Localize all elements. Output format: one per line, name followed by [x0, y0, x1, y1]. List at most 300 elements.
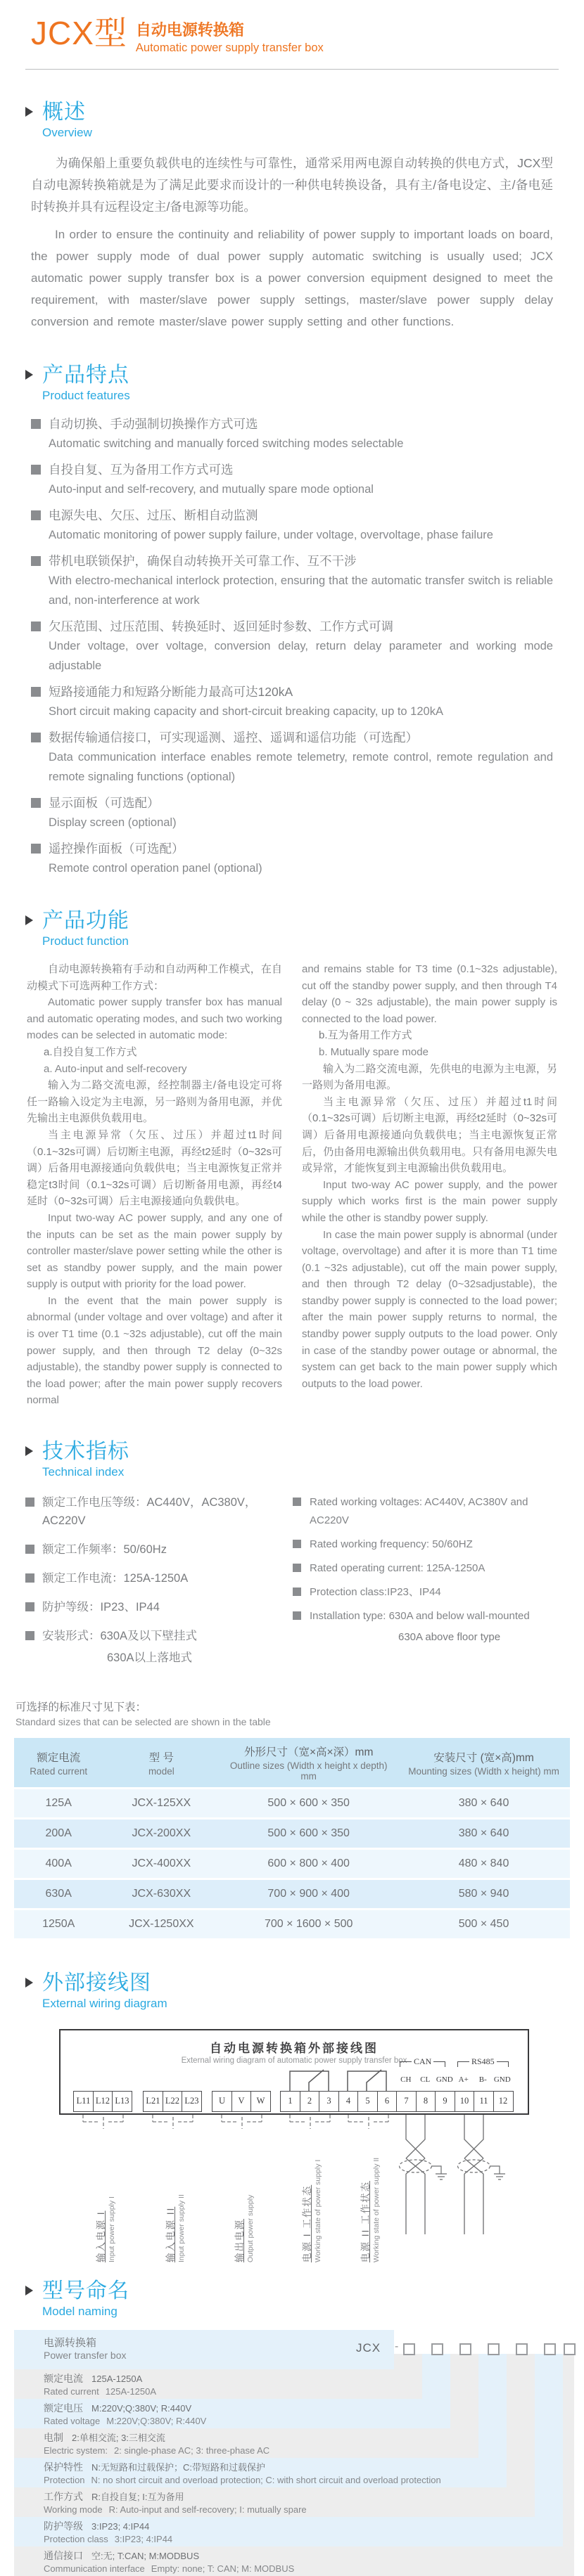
technical-col-en — [293, 1493, 557, 1677]
cell-mounting-size: 380 × 640 — [398, 1789, 570, 1817]
naming-desc-zh: R:自投自复; I:互为备用 — [91, 2492, 184, 2503]
model-code-box — [403, 2343, 415, 2355]
section-naming-heading — [25, 2279, 559, 2319]
function-paragraph: 当主电源异常（欠压、过压）并超过t1时间（0.1~32s可调）后切断主电源，再经t2延时（0~32s可调）后备用电源接通向负载供电；当主电源恢复正常后，仍由备用电源输出供负载用电。只有备用电源失电或异常，才能恢复到主电源输出供负载用电。 — [302, 1095, 557, 1175]
naming-desc-en: 125A-1250A — [105, 2386, 157, 2397]
naming-line-en — [44, 2415, 450, 2427]
terminal: L12 — [93, 2091, 113, 2112]
naming-desc-en: 2: single-phase AC; 3: three-phase AC — [114, 2445, 270, 2456]
cell-model: JCX-630XX — [103, 1880, 220, 1908]
tech-text: Rated working frequency: 50/60HZ — [310, 1538, 473, 1551]
naming-label-zh: 工作方式 — [44, 2491, 83, 2503]
bullet-square-icon — [25, 1498, 34, 1507]
group-label-state1 — [299, 2137, 322, 2262]
tech-item — [293, 1607, 557, 1625]
group-bracket-icon — [73, 2115, 133, 2130]
terminal: 4 — [338, 2091, 359, 2112]
terminal: W — [250, 2091, 271, 2112]
cell-model: JCX-125XX — [103, 1789, 220, 1817]
col-header-model — [103, 1738, 220, 1787]
feature-zh: 带机电联锁保护，确保自动转换开关可靠工作、互不干涉 — [49, 554, 357, 568]
tech-item — [25, 1627, 293, 1645]
feature-item — [31, 505, 553, 545]
terminal: L21 — [143, 2091, 163, 2112]
section-features-heading — [25, 363, 559, 403]
feature-zh-line — [31, 728, 553, 747]
header-zh: 额定电流 — [37, 1751, 81, 1764]
function-paragraph: b. Mutually spare mode — [319, 1045, 429, 1058]
cell-outline-size: 600 × 800 × 400 — [220, 1850, 398, 1878]
group-label-en: Working state of power supply II — [372, 2157, 381, 2263]
col-header-outline-sizes — [220, 1738, 398, 1787]
naming-line-zh — [44, 2372, 422, 2385]
bullet-square-icon — [31, 510, 41, 520]
tech-text: 额定工作频率：50/60Hz — [42, 1543, 167, 1557]
cell-mounting-size: 580 × 940 — [398, 1880, 570, 1908]
function-paragraph: In the event that the main power supply is abnormal (under voltage and over voltage) and after it is over T1 time (0.1 ~32s adjustable), cut off the main power supply, and then through T2 delay (0~32s adjustable), the standby power supply is connected to the load power; after the main power supply recovers normal — [27, 1294, 282, 1407]
naming-line-en — [44, 2385, 422, 2397]
pin-label: GND — [493, 2075, 511, 2085]
cell-rated-current: 200A — [14, 1820, 103, 1848]
header-zh: 外形尺寸（宽×高×深）mm — [243, 1746, 374, 1759]
naming-row — [14, 2487, 535, 2517]
cell-rated-current: 125A — [14, 1789, 103, 1817]
terminal: 3 — [319, 2091, 339, 2112]
naming-strip — [563, 2354, 574, 2576]
section-technical-heading — [25, 1440, 559, 1479]
naming-desc-en: M:220V;Q:380V; R:440V — [106, 2416, 207, 2427]
terminal: 8 — [416, 2091, 436, 2112]
naming-heading-en: Model naming — [42, 2305, 118, 2319]
model-code-box — [564, 2343, 576, 2355]
naming-label-zh: 额定电流 — [44, 2373, 83, 2385]
terminal: 6 — [377, 2091, 398, 2112]
page-header — [0, 0, 584, 55]
naming-line-en — [44, 2445, 478, 2456]
cell-mounting-size: 480 × 840 — [398, 1850, 570, 1878]
naming-row — [14, 2517, 563, 2546]
naming-desc-zh: M:220V;Q:380V; R:440V — [91, 2403, 192, 2414]
group-label-zh: 电源 I 工作状态 — [302, 2184, 312, 2263]
feature-en: Remote control operation panel (optional) — [49, 862, 262, 875]
tech-item — [293, 1583, 557, 1602]
feature-en: Display screen (optional) — [49, 816, 177, 829]
tech-item — [25, 1540, 293, 1559]
header-en: Outline sizes (Width x height x depth) mm — [229, 1760, 388, 1782]
naming-row — [14, 2369, 422, 2399]
sizes-table-header — [14, 1738, 570, 1787]
terminal-group-signals — [280, 2091, 512, 2112]
pin-label: GND — [436, 2075, 453, 2085]
model-dash: - — [395, 2340, 399, 2353]
cell-rated-current: 630A — [14, 1880, 103, 1908]
tech-item — [293, 1559, 557, 1578]
naming-row — [14, 2399, 450, 2428]
wiring-diagram — [59, 2029, 532, 2261]
function-paragraph: Input two-way AC power supply, and the power supply which works first is the main power supply while the other is standby power supply. — [302, 1178, 557, 1224]
product-model-title: JCX型 — [31, 15, 127, 51]
function-col-right — [302, 961, 557, 1409]
section-arrow-icon — [25, 1446, 33, 1456]
table-row — [14, 1789, 570, 1817]
feature-en: Short circuit making capacity and short-circuit breaking capacity, up to 120kA — [49, 705, 443, 718]
feature-zh: 显示面板（可选配） — [49, 796, 160, 810]
wiring-heading-zh: 外部接线图 — [42, 1971, 151, 1995]
group-label-zh: 输入电源 I — [96, 2210, 106, 2263]
naming-desc-zh: 3:IP23; 4:IP44 — [91, 2521, 150, 2532]
table-row — [14, 1880, 570, 1908]
can-bus-bracket — [400, 2056, 445, 2067]
terminal: 7 — [396, 2091, 417, 2112]
can-pins — [396, 2075, 455, 2084]
terminal: L22 — [163, 2091, 183, 2112]
feature-zh-line — [31, 793, 553, 813]
naming-line-zh — [44, 2402, 450, 2415]
function-paragraph: b.互为备用工作方式 — [319, 1029, 412, 1042]
bullet-square-icon — [293, 1611, 301, 1620]
bullet-square-icon — [25, 1545, 34, 1554]
cell-model: JCX-1250XX — [103, 1910, 220, 1938]
bullet-square-icon — [293, 1540, 301, 1548]
tech-text: 防护等级：IP23、IP44 — [42, 1601, 160, 1614]
terminal: 12 — [493, 2091, 514, 2112]
feature-en: Under voltage, over voltage, conversion delay, return delay parameter and working mode adjustable — [49, 640, 553, 672]
terminal: 1 — [280, 2091, 300, 2112]
product-title-block — [136, 17, 324, 55]
bracket-corner — [433, 2061, 445, 2067]
function-heading-zh: 产品功能 — [42, 909, 129, 932]
section-arrow-icon — [25, 1978, 33, 1988]
naming-label-zh: 额定电压 — [44, 2402, 83, 2414]
wiring-title-zh: 自动电源转换箱外部接线图 — [210, 2042, 379, 2056]
group-label-input1 — [93, 2137, 116, 2262]
feature-item — [31, 414, 553, 453]
bullet-square-icon — [31, 556, 41, 566]
group-label-output — [231, 2137, 255, 2262]
group-label-en: Output power supply — [246, 2194, 255, 2263]
tech-item — [25, 1598, 293, 1616]
terminal: 2 — [300, 2091, 320, 2112]
cell-rated-current: 400A — [14, 1850, 103, 1878]
tech-text: Rated working voltages: AC440V, AC380V and AC220V — [310, 1496, 528, 1527]
cell-outline-size: 500 × 600 × 350 — [220, 1789, 398, 1817]
group-label-zh: 输出电源 — [234, 2219, 245, 2263]
model-prefix: JCX — [356, 2341, 381, 2355]
naming-label-zh: 电制 — [44, 2432, 63, 2444]
bullet-square-icon — [31, 419, 41, 429]
tech-text-continuation: 630A以上落地式 — [107, 1651, 193, 1665]
bullet-square-icon — [31, 622, 41, 631]
naming-label-en: Rated voltage — [44, 2416, 101, 2427]
header-zh: 安装尺寸 (宽×高)mm — [433, 1751, 534, 1764]
naming-line-en — [44, 2563, 574, 2575]
feature-item — [31, 551, 553, 610]
terminal-group-input2 — [143, 2091, 201, 2112]
rs485-pins — [454, 2075, 512, 2084]
model-code-box — [488, 2343, 500, 2355]
naming-label-en: Rated current — [44, 2386, 99, 2397]
pin-label: A+ — [458, 2075, 469, 2085]
naming-label-en: Communication interface — [44, 2563, 145, 2575]
function-paragraph: 自动电源转换箱有手动和自动两种工作模式，在自动模式下可选两种工作方式： — [27, 963, 282, 992]
section-arrow-icon — [25, 2286, 33, 2295]
naming-label-en: Working mode — [44, 2504, 103, 2516]
twisted-pair-icon — [455, 2115, 511, 2241]
header-en: model — [148, 1765, 174, 1777]
terminal: L23 — [182, 2091, 202, 2112]
overview-paragraph-en: In order to ensure the continuity and reliability of power supply to important loads on board, the power supply mode of dual power supply automatic switching is usually used; JCX automatic power supply transfer box is a power conversion equipment designed to meet the requirement, with master/slave power supply settings, master/slave power supply delay conversion and remote master/slave power supply setting and other functions. — [31, 228, 553, 328]
function-paragraph: and remains stable for T3 time (0.1~32s adjustable), cut off the standby power supply, and then through T4 delay (0 ~ 32s adjustable), the main power supply is connected to the load power. — [302, 963, 557, 1025]
section-arrow-icon — [25, 107, 33, 117]
product-title-zh: 自动电源转换箱 — [135, 21, 244, 39]
feature-zh: 电源失电、欠压、过压、断相自动监测 — [49, 508, 258, 522]
terminal: L13 — [112, 2091, 132, 2112]
terminal: V — [231, 2091, 252, 2112]
naming-desc-en: 3:IP23; 4:IP44 — [114, 2534, 173, 2545]
wiring-title-en: External wiring diagram of automatic power supply transfer box — [181, 2056, 407, 2066]
overview-paragraph-zh: 为确保船上重要负载供电的连续性与可靠性，通常采用两电源自动转换的供电方式，JCX型自动电源转换箱就是为了满足此要求而设计的一种供电转换设备，具有主/备电设定、主/备电延时转换并具有远程设定主/备电源等功能。 — [31, 156, 553, 214]
technical-heading-en: Technical index — [42, 1465, 125, 1479]
terminal: 11 — [474, 2091, 494, 2112]
function-col-left — [27, 961, 282, 1409]
naming-desc-en: R: Auto-input and self-recovery; I: mutually spare — [108, 2504, 307, 2516]
feature-item — [31, 682, 553, 721]
feature-zh-line — [31, 505, 553, 525]
features-list — [31, 414, 553, 878]
terminal: U — [212, 2091, 232, 2112]
group-label-zh: 电源 II 工作状态 — [360, 2181, 371, 2263]
naming-label-zh: 防护等级 — [44, 2520, 83, 2532]
group-bracket-icon — [338, 2115, 398, 2130]
naming-label-zh: 电源转换箱 — [44, 2337, 97, 2350]
feature-zh: 自投自复、互为备用工作方式可选 — [49, 463, 234, 477]
cell-model: JCX-200XX — [103, 1820, 220, 1848]
section-overview-heading — [25, 101, 559, 140]
wiring-heading-en: External wiring diagram — [42, 1997, 167, 2011]
tech-text: 额定工作电压等级：AC440V，AC380V，AC220V — [42, 1496, 257, 1528]
model-naming-diagram — [14, 2330, 574, 2576]
naming-label-zh: 保护特性 — [44, 2461, 83, 2473]
model-code-box — [459, 2343, 471, 2355]
pin-label: CH — [400, 2075, 412, 2085]
sizes-note-zh: 可选择的标准尺寸见下表： — [15, 1701, 147, 1714]
function-paragraph: a. Auto-input and self-recovery — [44, 1062, 187, 1075]
naming-label-en: Electric system: — [44, 2445, 108, 2456]
header-zh: 型 号 — [148, 1751, 174, 1764]
ground-icon — [436, 2174, 447, 2179]
bracket-corner — [457, 2061, 469, 2067]
naming-line-en — [44, 2474, 507, 2486]
function-paragraph: 输入为二路交流电源，经控制器主/备电设定可将任一路输入设定为主电源，另一路则为备用电源，并优先输出主电源供负载用电。 — [27, 1079, 282, 1125]
col-header-rated-current — [14, 1738, 103, 1787]
model-code-box — [516, 2343, 528, 2355]
cell-outline-size: 500 × 600 × 350 — [220, 1820, 398, 1848]
function-paragraph: 当主电源异常（欠压、过压）并超过t1时间（0.1~32s可调）后切断主电源，再经t2延时（0~32s可调）后备用电源接通向负载供电；当主电源恢复正常并稳定t3时间（0.1~32s可调）后切断备用电源，再经t4延时（0~32s可调）后主电源接通向负载供电。 — [27, 1128, 282, 1208]
naming-desc-zh: 2:单相交流; 3:三相交流 — [72, 2433, 165, 2444]
naming-row — [14, 2546, 574, 2576]
naming-line-zh — [44, 2431, 478, 2445]
naming-desc-zh: N:无短路和过载保护；C:带短路和过载保护 — [91, 2462, 266, 2473]
terminal: 10 — [455, 2091, 475, 2112]
function-heading-en: Product function — [42, 934, 129, 948]
feature-en: Automatic switching and manually forced switching modes selectable — [49, 437, 404, 450]
ground-icon — [494, 2174, 505, 2179]
features-heading-zh: 产品特点 — [42, 363, 129, 387]
function-paragraph: Automatic power supply transfer box has manual and automatic operating modes, and such two working modes can be selected in automatic mode: — [27, 996, 282, 1042]
group-label-en: Input power supply I — [108, 2196, 116, 2263]
table-row — [14, 1850, 570, 1878]
bullet-square-icon — [31, 798, 41, 808]
bullet-square-icon — [293, 1588, 301, 1596]
section-wiring-heading — [25, 1971, 559, 2011]
model-code-box — [544, 2343, 556, 2355]
bracket-corner — [497, 2061, 509, 2067]
group-label-en: Input power supply II — [177, 2194, 186, 2263]
naming-label-en: Protection class — [44, 2534, 108, 2545]
relay-contact-icon — [283, 2064, 336, 2091]
terminal: 5 — [357, 2091, 378, 2112]
bullet-square-icon — [31, 687, 41, 697]
header-en: Mounting sizes (Width x height) mm — [408, 1765, 559, 1777]
bullet-square-icon — [31, 733, 41, 742]
feature-zh-line — [31, 617, 553, 636]
rs485-bracket — [457, 2056, 509, 2067]
pin-label: B- — [478, 2075, 487, 2085]
group-label-state2 — [357, 2137, 381, 2262]
feature-item — [31, 728, 553, 787]
feature-item — [31, 617, 553, 676]
naming-desc-zh: 125A-1250A — [91, 2374, 143, 2385]
terminal-group-output — [212, 2091, 270, 2112]
bullet-square-icon — [31, 844, 41, 854]
group-label-zh: 输入电源 II — [165, 2206, 176, 2263]
bullet-square-icon — [293, 1498, 301, 1506]
tech-text: Rated operating current: 125A-1250A — [310, 1562, 485, 1575]
naming-desc-zh: 空:无; T:CAN; M:MODBUS — [91, 2551, 200, 2562]
naming-heading-zh: 型号命名 — [42, 2279, 129, 2303]
function-paragraph: a.自投自复工作方式 — [44, 1045, 137, 1058]
pin-label: CL — [420, 2075, 431, 2085]
col-header-mounting-sizes — [398, 1738, 570, 1787]
tech-text: Installation type: 630A and below wall-mounted — [310, 1610, 530, 1623]
feature-item — [31, 793, 553, 832]
tech-text: Protection class:IP23、IP44 — [310, 1586, 441, 1599]
section-arrow-icon — [25, 915, 33, 925]
table-row — [14, 1820, 570, 1848]
naming-desc-en: N: no short circuit and overload protection; C: with short circuit and overload protection — [91, 2475, 441, 2486]
header-en: Rated current — [30, 1765, 88, 1777]
naming-line-zh — [44, 2461, 507, 2474]
tech-text: 额定工作电流：125A-1250A — [42, 1572, 189, 1585]
tech-text-continuation: 630A above floor type — [398, 1631, 501, 1644]
bullet-square-icon — [31, 465, 41, 475]
cell-outline-size: 700 × 900 × 400 — [220, 1880, 398, 1908]
terminal: L11 — [73, 2091, 94, 2112]
features-heading-en: Product features — [42, 389, 130, 402]
feature-zh-line — [31, 682, 553, 702]
model-code-line — [14, 2330, 574, 2369]
feature-zh-line — [31, 414, 553, 434]
tech-item — [293, 1535, 557, 1554]
naming-label-zh: 通信接口 — [44, 2550, 83, 2562]
feature-zh: 欠压范围、过压范围、转换延时、返回延时参数、工作方式可调 — [49, 619, 393, 633]
terminal: 9 — [435, 2091, 455, 2112]
feature-en: Auto-input and self-recovery, and mutually spare mode optional — [49, 483, 374, 496]
feature-en: Data communication interface enables remote telemetry, remote control, remote regulation and remote signaling functions (optional) — [49, 751, 553, 783]
group-bracket-icon — [143, 2115, 203, 2130]
naming-label-en: Power transfer box — [44, 2350, 127, 2362]
model-code-box — [431, 2343, 443, 2355]
terminal-group-input1 — [73, 2091, 132, 2112]
group-bracket-icon — [212, 2115, 272, 2130]
sizes-note-en: Standard sizes that can be selected are shown in the table — [15, 1716, 271, 1728]
bullet-square-icon — [25, 1602, 34, 1611]
product-title-en: Automatic power supply transfer box — [135, 41, 324, 54]
bullet-square-icon — [25, 1573, 34, 1583]
naming-line-zh — [44, 2520, 563, 2533]
rs485-label: RS485 — [471, 2056, 495, 2067]
feature-zh: 遥控操作面板（可选配） — [49, 842, 184, 856]
function-paragraph: In case the main power supply is abnormal (under voltage, overvoltage) and after it is more than T1 time (0.1 ~32s adjustable), cut off the main power supply, and then through T2 delay (0~32sadjustable), the standby power supply is connected to the load power; after the main power supply returns to normal, the standby power supply outputs to the load power. Only in case of the standby power outage or abnormal, the system can get back to the main power supply which outputs to the load power. — [302, 1228, 557, 1390]
twisted-pair-icon — [396, 2115, 452, 2241]
feature-zh-line — [31, 839, 553, 858]
naming-line-zh — [44, 2549, 574, 2563]
tech-item — [25, 1569, 293, 1588]
feature-en: Automatic monitoring of power supply failure, under voltage, overvoltage, phase failure — [49, 529, 493, 541]
cell-rated-current: 1250A — [14, 1910, 103, 1938]
standard-sizes-table — [14, 1736, 570, 1940]
table-row — [14, 1910, 570, 1938]
feature-item — [31, 839, 553, 878]
technical-heading-zh: 技术指标 — [42, 1440, 129, 1464]
function-columns — [27, 961, 557, 1409]
feature-zh-line — [31, 460, 553, 479]
naming-line-en — [44, 2504, 535, 2516]
feature-zh: 自动切换、手动强制切换操作方式可选 — [49, 417, 258, 431]
feature-zh: 数据传输通信接口，可实现遥测、遥控、遥调和遥信功能（可选配） — [49, 730, 418, 745]
naming-row — [14, 2428, 478, 2458]
section-function-heading — [25, 909, 559, 948]
tech-item — [293, 1493, 557, 1530]
naming-desc-en: Empty: none; T: CAN; M: MODBUS — [151, 2563, 295, 2575]
naming-line-zh — [44, 2490, 535, 2504]
naming-label-en: Protection — [44, 2475, 85, 2486]
naming-row — [14, 2458, 507, 2487]
function-paragraph: 输入为二路交流电源，先供电的电源为主电源，另一路则为备用电源。 — [302, 1062, 557, 1092]
overview-heading-en: Overview — [42, 126, 92, 139]
tech-item — [25, 1493, 293, 1530]
cell-mounting-size: 380 × 640 — [398, 1820, 570, 1848]
header-divider — [25, 69, 559, 70]
cell-mounting-size: 500 × 450 — [398, 1910, 570, 1938]
technical-col-zh — [25, 1493, 293, 1677]
section-arrow-icon — [25, 370, 33, 380]
can-label: CAN — [414, 2056, 432, 2067]
feature-zh-line — [31, 551, 553, 571]
relay-contact-icon — [341, 2064, 394, 2091]
feature-en: With electro-mechanical interlock protection, ensuring that the automatic transfer switch is reliable and, non-interference at work — [49, 574, 553, 607]
feature-zh: 短路接通能力和短路分断能力最高可达120kA — [49, 685, 293, 699]
tech-text: 安装形式：630A及以下壁挂式 — [42, 1630, 198, 1643]
group-label-input2 — [163, 2137, 186, 2262]
group-bracket-icon — [280, 2115, 340, 2130]
bullet-square-icon — [293, 1564, 301, 1572]
cell-model: JCX-400XX — [103, 1850, 220, 1878]
group-label-en: Working state of power supply I — [314, 2159, 322, 2263]
bullet-square-icon — [25, 1631, 34, 1640]
cell-outline-size: 700 × 1600 × 500 — [220, 1910, 398, 1938]
technical-columns — [25, 1493, 559, 1677]
